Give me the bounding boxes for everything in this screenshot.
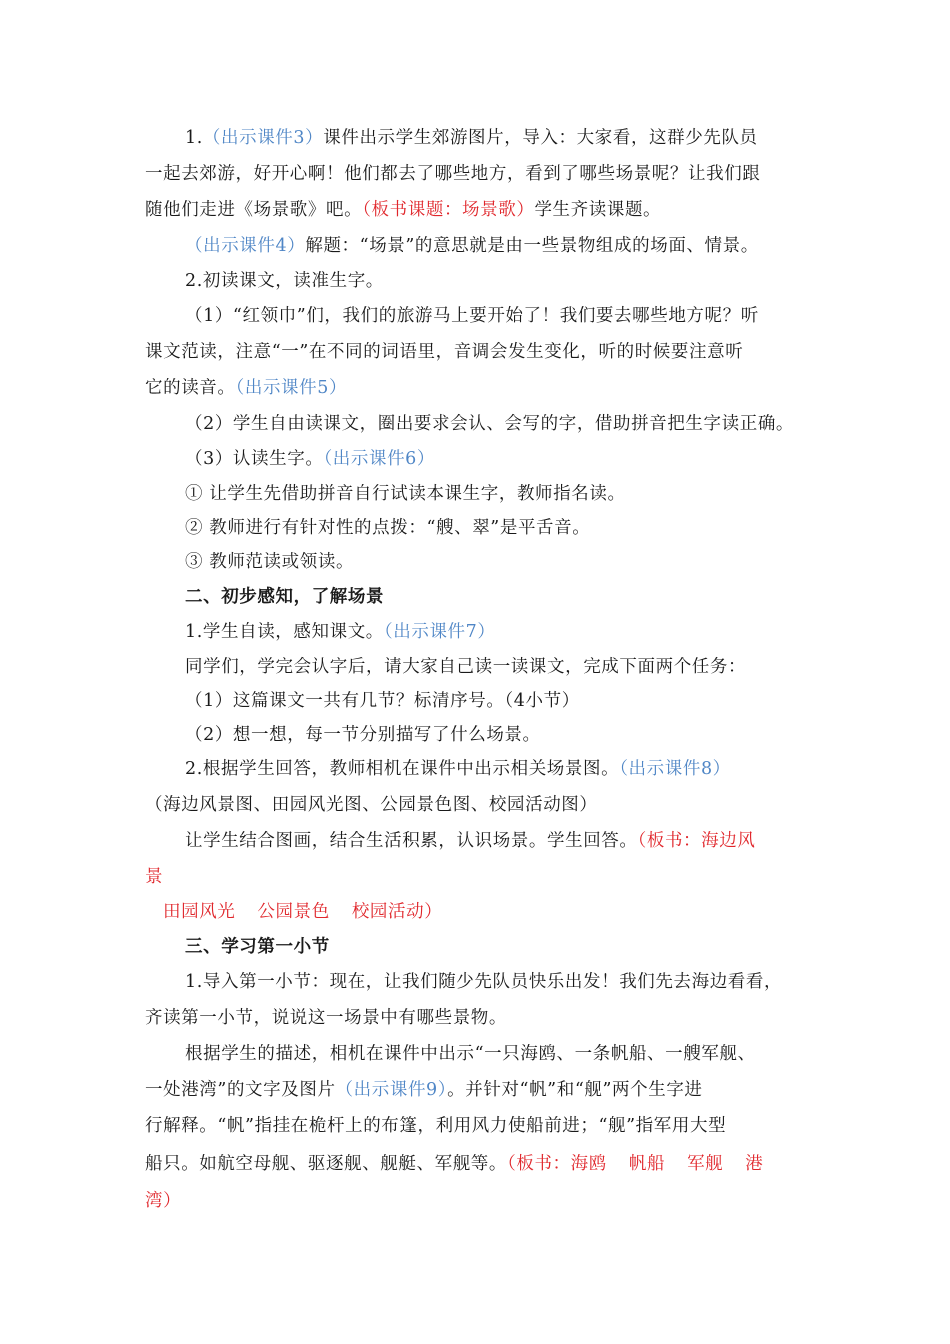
text-span: 根据学生的描述，相机在课件中出示“一只海鸥、一条帆船、一艘军舰、 bbox=[185, 1044, 756, 1064]
courseware-note: （出示课件7） bbox=[383, 622, 496, 642]
paragraph-line bbox=[185, 970, 850, 994]
paragraph-line bbox=[145, 1114, 810, 1138]
paragraph-line bbox=[185, 655, 850, 679]
text-span: （1）这篇课文一共有几节？标清序号。（4小节） bbox=[185, 691, 580, 711]
paragraph-line bbox=[145, 1189, 810, 1213]
paragraph-line bbox=[185, 757, 850, 781]
paragraph-line bbox=[185, 620, 850, 644]
text-span: ③ 教师范读或领读。 bbox=[185, 552, 355, 572]
text-span: ② 教师进行有针对性的点拨：“艘、翠”是平舌音。 bbox=[185, 518, 591, 538]
paragraph-line bbox=[185, 550, 850, 574]
board-note: 公园景色 bbox=[257, 902, 330, 922]
text-span: 一处港湾”的文字及图片 bbox=[145, 1080, 336, 1100]
courseware-note: （出示课件5） bbox=[235, 378, 348, 398]
courseware-note: （出示课件3） bbox=[202, 128, 324, 148]
text-span: 随他们走进《场景歌》吧。 bbox=[145, 200, 363, 220]
board-note: 校园活动） bbox=[351, 902, 443, 922]
text-span: 船只。如航空母舰、驱逐舰、舰艇、军舰等。 bbox=[145, 1154, 507, 1174]
text-span: 课文范读，注意“一”在不同的词语里，音调会发生变化，听的时候要注意听 bbox=[145, 342, 744, 362]
paragraph-line bbox=[185, 516, 850, 540]
paragraph-line bbox=[145, 793, 810, 817]
paragraph-line bbox=[185, 447, 850, 471]
board-note: 湾） bbox=[145, 1191, 182, 1211]
paragraph-line bbox=[185, 412, 850, 436]
board-note: 港 bbox=[745, 1154, 764, 1174]
paragraph-line bbox=[185, 234, 850, 258]
text-span: （1）“红领巾”们，我们的旅游马上要开始了！我们要去哪些地方呢？听 bbox=[185, 306, 759, 326]
paragraph-line bbox=[185, 1042, 850, 1066]
board-note: （板书课题：场景歌） bbox=[362, 200, 535, 220]
heading-text: 三、学习第一小节 bbox=[185, 937, 330, 957]
courseware-note: （出示课件4） bbox=[185, 236, 306, 256]
text-span: 行解释。“帆”指挂在桅杆上的布篷，利用风力使船前进；“舰”指军用大型 bbox=[145, 1116, 727, 1136]
paragraph-line bbox=[145, 376, 810, 400]
text-span: 2.初读课文，读准生字。 bbox=[185, 271, 384, 291]
text-span: （2）想一想，每一节分别描写了什么场景。 bbox=[185, 725, 541, 745]
heading-text: 二、初步感知，了解场景 bbox=[185, 587, 385, 607]
paragraph-line bbox=[185, 482, 850, 506]
paragraph-line bbox=[185, 126, 850, 150]
text-span: 一起去郊游，好开心啊！他们都去了哪些地方，看到了哪些场景呢？让我们跟 bbox=[145, 164, 761, 184]
paragraph-line bbox=[185, 689, 850, 713]
section-heading bbox=[185, 935, 850, 959]
section-heading bbox=[185, 585, 850, 609]
board-notes-line bbox=[163, 900, 828, 924]
text-span: 它的读音。 bbox=[145, 378, 236, 398]
paragraph-line bbox=[185, 304, 850, 328]
paragraph-line bbox=[185, 829, 850, 853]
paragraph-line bbox=[145, 865, 810, 889]
text-span: 课件出示学生郊游图片，导入：大家看，这群少先队员 bbox=[323, 128, 758, 148]
board-note: 景 bbox=[145, 867, 164, 887]
board-note: 帆船 bbox=[628, 1154, 666, 1174]
paragraph-line bbox=[185, 269, 850, 293]
text-span: 2.根据学生回答，教师相机在课件中出示相关场景图。 bbox=[185, 759, 620, 779]
text-span: ① 让学生先借助拼音自行试读本课生字，教师指名读。 bbox=[185, 484, 626, 504]
paragraph-line bbox=[145, 162, 810, 186]
text-span: （海边风景图、田园风光图、公园景色图、校园活动图） bbox=[145, 795, 598, 815]
courseware-note: （出示课件6） bbox=[323, 449, 436, 469]
board-note: （板书：海边风 bbox=[637, 831, 756, 851]
paragraph-line bbox=[145, 1006, 810, 1030]
text-span: 齐读第一小节，说说这一场景中有哪些景物。 bbox=[145, 1008, 507, 1028]
courseware-note: （出示课件9） bbox=[335, 1080, 448, 1100]
text-span: 。并针对“帆”和“舰”两个生字进 bbox=[447, 1080, 703, 1100]
paragraph-line bbox=[145, 1078, 810, 1102]
paragraph-line bbox=[145, 340, 810, 364]
board-note: 田园风光 bbox=[163, 902, 236, 922]
text-span: 1.学生自读，感知课文。 bbox=[185, 622, 384, 642]
text-span: 1.导入第一小节：现在，让我们随少先队员快乐出发！我们先去海边看看， bbox=[185, 972, 783, 992]
text-span: 学生齐读课题。 bbox=[534, 200, 662, 220]
paragraph-line bbox=[185, 723, 850, 747]
text-span: 让学生结合图画，结合生活积累，认识场景。学生回答。 bbox=[185, 831, 638, 851]
board-note: （板书：海鸥 bbox=[507, 1154, 607, 1174]
text-span: 同学们，学完会认字后，请大家自己读一读课文，完成下面两个任务： bbox=[185, 657, 747, 677]
paragraph-line bbox=[145, 198, 810, 222]
text-span: （3）认读生字。 bbox=[185, 449, 324, 469]
step-number: 1. bbox=[185, 128, 203, 148]
board-note: 军舰 bbox=[687, 1154, 724, 1174]
paragraph-line bbox=[145, 1152, 810, 1176]
text-span: 解题：“场景”的意思就是由一些景物组成的场面、情景。 bbox=[305, 236, 759, 256]
courseware-note: （出示课件8） bbox=[619, 759, 731, 779]
text-span: （2）学生自由读课文，圈出要求会认、会写的字，借助拼音把生字读正确。 bbox=[185, 414, 795, 434]
